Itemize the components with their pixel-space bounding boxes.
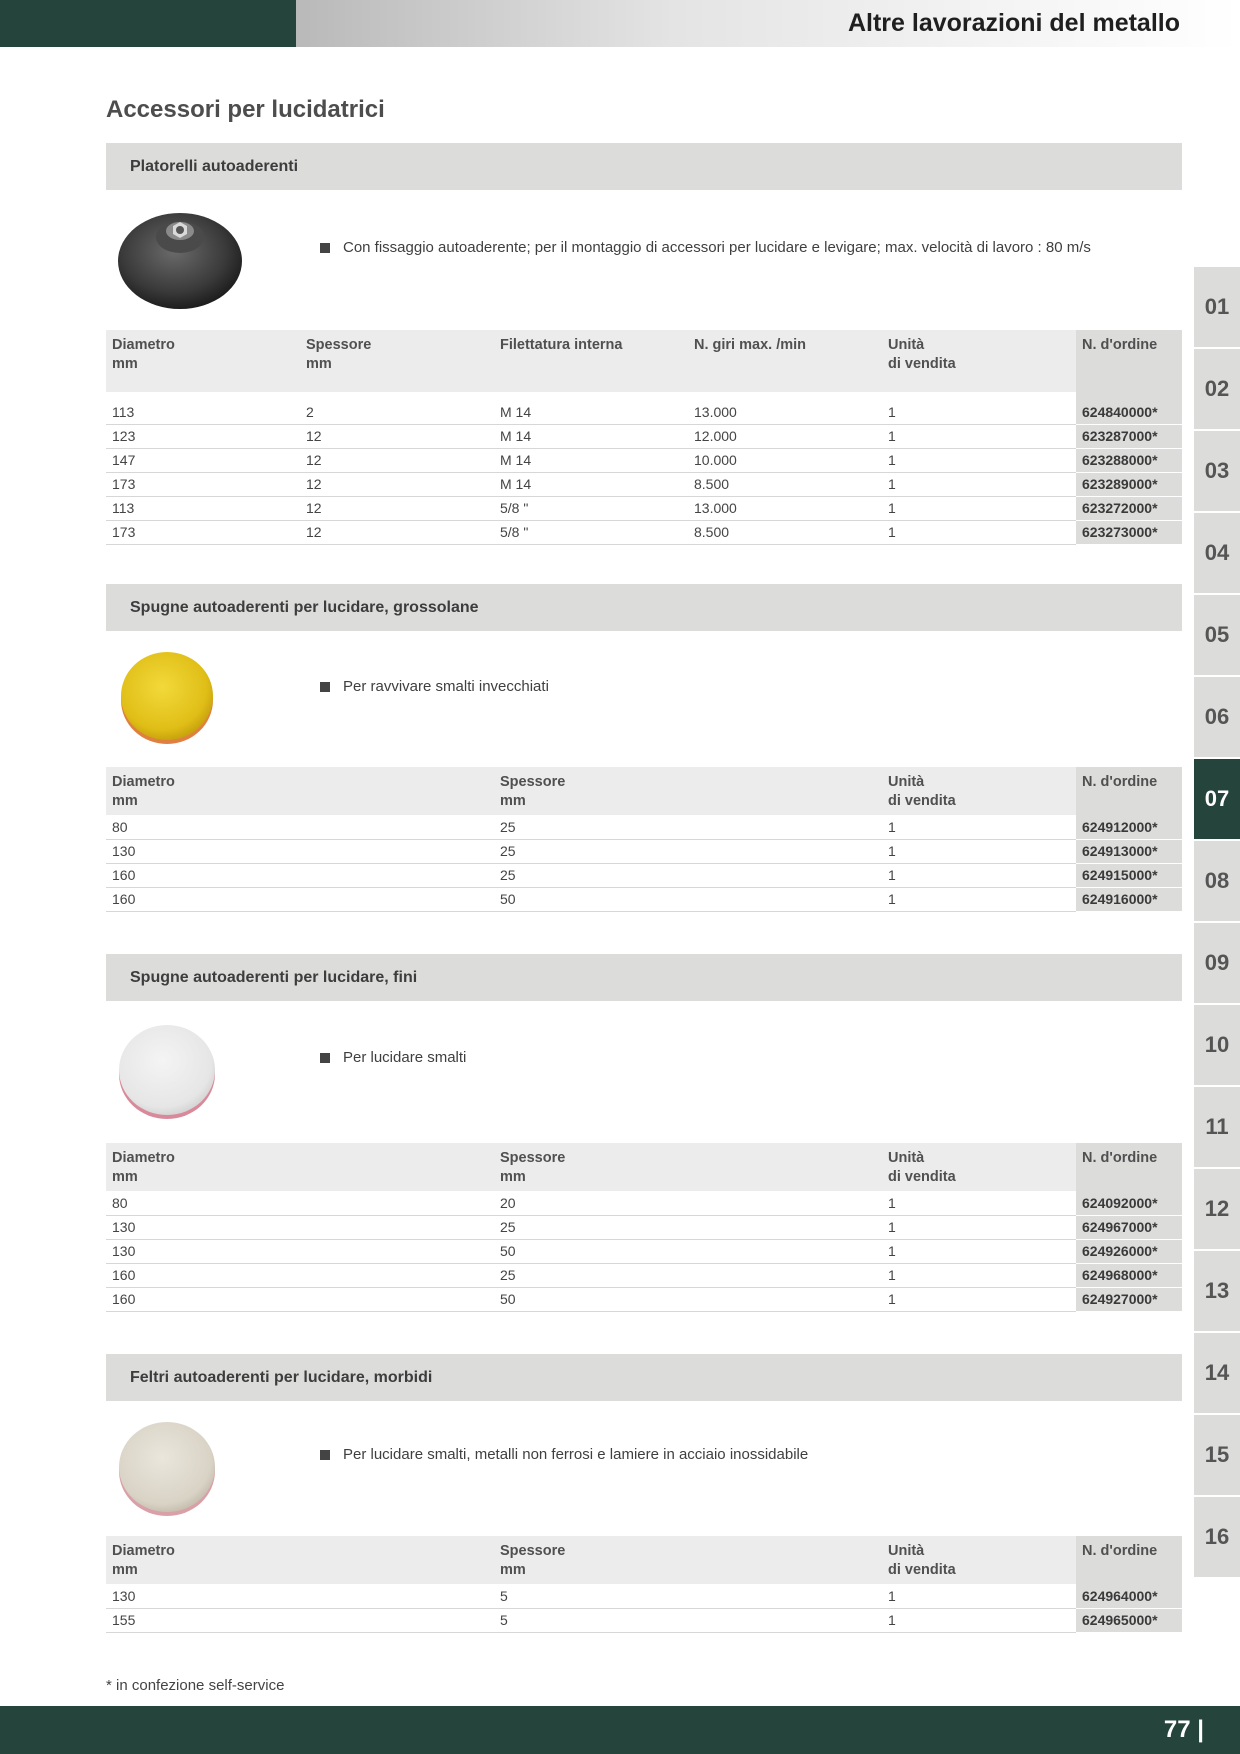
tab-08[interactable]: 08 (1194, 841, 1240, 923)
feature-bullet (320, 1049, 466, 1066)
tab-07[interactable]: 07 (1194, 759, 1240, 841)
section-spugne-grossolane (106, 584, 1182, 907)
header-accent-block (0, 0, 296, 47)
page-heading: Accessori per lucidatrici (106, 96, 385, 123)
spec-table-platorelli (106, 330, 1182, 545)
tab-15[interactable]: 15 (1194, 1415, 1240, 1497)
table-header-row (106, 767, 1182, 815)
table-row: 80 20 1 624092000* (106, 1191, 1182, 1215)
col-header-unita: Unità di vendita (882, 767, 1076, 815)
col-header-unita: Unità di vendita (882, 330, 1076, 392)
feature-bullet (320, 1446, 808, 1463)
col-header-spessore: Spessore mm (494, 767, 882, 815)
col-header-ordine: N. d'ordine (1076, 1536, 1182, 1584)
col-header-diametro: Diametro mm (106, 1536, 494, 1584)
table-row: 160 50 1 624916000* (106, 887, 1182, 911)
tab-06[interactable]: 06 (1194, 677, 1240, 759)
feature-text: Per lucidare smalti, metalli non ferrosi e lamiere in acciaio inossidabile (343, 1446, 809, 1463)
col-header-diametro: Diametro mm (106, 330, 300, 392)
footnote: * in confezione self-service (106, 1677, 285, 1694)
table-row: 147 12 M 14 10.000 1 623288000* (106, 448, 1182, 472)
bullet-square-icon (320, 1053, 330, 1063)
col-header-spessore: Spessore mm (494, 1536, 882, 1584)
section-title: Feltri autoaderenti per lucidare, morbidi (106, 1354, 1182, 1401)
chapter-tabs (1194, 267, 1240, 1579)
felt-pad-image (116, 1418, 218, 1518)
col-header-filettatura: Filettatura interna (494, 330, 688, 392)
chapter-title: Altre lavorazioni del metallo (847, 9, 1180, 37)
table-header-row (106, 330, 1182, 392)
tab-04[interactable]: 04 (1194, 513, 1240, 595)
col-header-spessore: Spessore mm (494, 1143, 882, 1191)
feature-text: Per lucidare smalti (343, 1049, 467, 1066)
bullet-square-icon (320, 1450, 330, 1460)
spec-table-feltri (106, 1536, 1182, 1633)
table-row: 130 25 1 624967000* (106, 1215, 1182, 1239)
table-row: 130 5 1 624964000* (106, 1584, 1182, 1608)
section-title: Spugne autoaderenti per lucidare, fini (106, 954, 1182, 1001)
feature-bullet (320, 239, 1091, 256)
col-header-ordine: N. d'ordine (1076, 330, 1182, 392)
table-row: 130 25 1 624913000* (106, 839, 1182, 863)
table-row: 123 12 M 14 12.000 1 623287000* (106, 424, 1182, 448)
table-row: 80 25 1 624912000* (106, 815, 1182, 839)
tab-09[interactable]: 09 (1194, 923, 1240, 1005)
section-title: Spugne autoaderenti per lucidare, grossolane (106, 584, 1182, 631)
col-header-giri: N. giri max. /min (688, 330, 882, 392)
feature-text: Per ravvivare smalti invecchiati (343, 678, 549, 695)
feature-bullet (320, 678, 549, 695)
col-header-spessore: Spessore mm (300, 330, 494, 392)
tab-11[interactable]: 11 (1194, 1087, 1240, 1169)
table-row: 113 12 5/8 " 13.000 1 623272000* (106, 496, 1182, 520)
table-row: 160 25 1 624968000* (106, 1263, 1182, 1287)
tab-01[interactable]: 01 (1194, 267, 1240, 349)
table-row: 155 5 1 624965000* (106, 1608, 1182, 1632)
feature-text: Con fissaggio autoaderente; per il montaggio di accessori per lucidare e levigare; max. velocità di lavoro : 80 m/s (343, 239, 1091, 256)
table-header-row (106, 1536, 1182, 1584)
tab-12[interactable]: 12 (1194, 1169, 1240, 1251)
tab-02[interactable]: 02 (1194, 349, 1240, 431)
table-header-row (106, 1143, 1182, 1191)
table-row: 113 2 M 14 13.000 1 624840000* (106, 400, 1182, 424)
tab-16[interactable]: 16 (1194, 1497, 1240, 1579)
col-header-diametro: Diametro mm (106, 767, 494, 815)
spec-table-spugne-grossolane (106, 767, 1182, 912)
footer-bar (0, 1706, 1240, 1754)
col-header-ordine: N. d'ordine (1076, 1143, 1182, 1191)
backing-pad-image (116, 203, 244, 313)
section-title: Platorelli autoaderenti (106, 143, 1182, 190)
yellow-sponge-image (118, 648, 216, 746)
tab-05[interactable]: 05 (1194, 595, 1240, 677)
tab-03[interactable]: 03 (1194, 431, 1240, 513)
bullet-square-icon (320, 243, 330, 253)
section-feltri (106, 1354, 1182, 1628)
tab-13[interactable]: 13 (1194, 1251, 1240, 1333)
table-row: 173 12 M 14 8.500 1 623289000* (106, 472, 1182, 496)
tab-10[interactable]: 10 (1194, 1005, 1240, 1087)
table-row: 130 50 1 624926000* (106, 1239, 1182, 1263)
section-spugne-fini (106, 954, 1182, 1307)
bullet-square-icon (320, 682, 330, 692)
col-header-diametro: Diametro mm (106, 1143, 494, 1191)
table-row: 160 25 1 624915000* (106, 863, 1182, 887)
tab-14[interactable]: 14 (1194, 1333, 1240, 1415)
section-platorelli (106, 143, 1182, 540)
spec-table-spugne-fini (106, 1143, 1182, 1312)
col-header-unita: Unità di vendita (882, 1536, 1076, 1584)
table-row: 160 50 1 624927000* (106, 1287, 1182, 1311)
col-header-ordine: N. d'ordine (1076, 767, 1182, 815)
page-number: 77 | (1163, 1716, 1204, 1743)
col-header-unita: Unità di vendita (882, 1143, 1076, 1191)
table-row: 173 12 5/8 " 8.500 1 623273000* (106, 520, 1182, 544)
white-sponge-image (116, 1021, 218, 1121)
